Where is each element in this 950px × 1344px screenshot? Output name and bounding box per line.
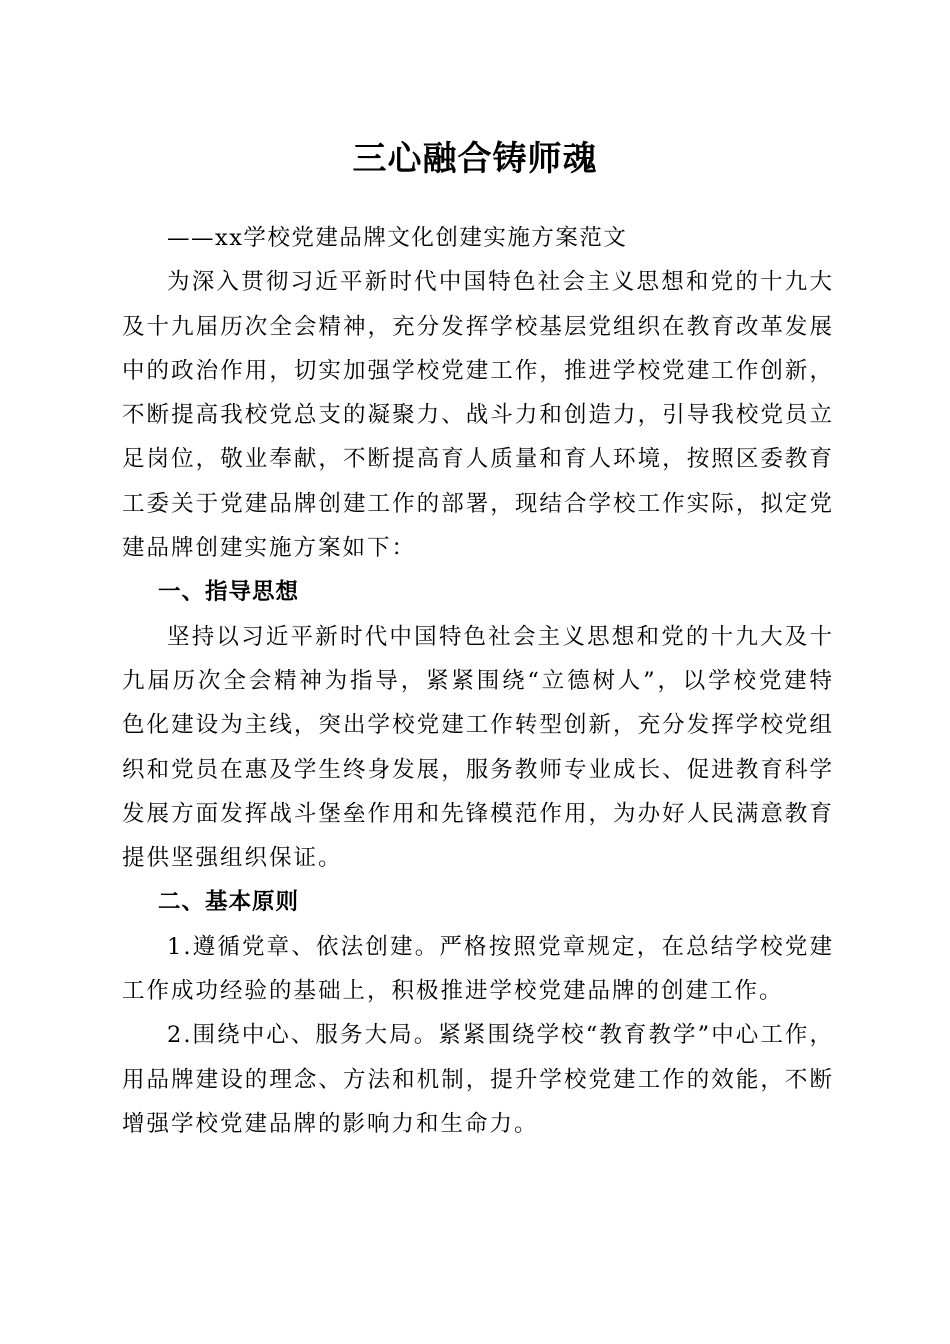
- section-heading-basic-principles: 二、基本原则: [158, 889, 300, 916]
- document-title: 三心融合铸师魂: [352, 139, 598, 179]
- intro-paragraph: 为深入贯彻习近平新时代中国特色社会主义思想和党的十九大及十九届历次全会精神，充分发挥学校基层党组织在教育改革发展中的政治作用，切实加强学校党建工作，推进学校党建工作创新，不断提高我校党总支的凝聚力、战斗力和创造力，引导我校党员立足岗位，敬业奉献，不断提高育人质量和育人环境，按照区委教育工委关于党建品牌创建工作的部署，现结合学校工作实际，拟定党建品牌创建实施方案如下：: [122, 269, 834, 562]
- section-heading-guiding-ideology: 一、指导思想: [158, 579, 300, 606]
- section-paragraph: 1.遵循党章、依法创建。严格按照党章规定，在总结学校党建工作成功经验的基础上，积极推进学校党建品牌的创建工作。: [122, 933, 834, 1005]
- section-paragraph: 坚持以习近平新时代中国特色社会主义思想和党的十九大及十九届历次全会精神为指导，紧紧围绕“立德树人”，以学校党建特色化建设为主线，突出学校党建工作转型创新，充分发挥学校党组织和党员在惠及学生终身发展，服务教师专业成长、促进教育科学发展方面发挥战斗堡垒作用和先锋模范作用，为办好人民满意教育提供坚强组织保证。: [122, 623, 834, 872]
- document-subtitle: ——xx学校党建品牌文化创建实施方案范文: [167, 225, 628, 251]
- document-body: [122, 216, 834, 1146]
- section-paragraph: 2.围绕中心、服务大局。紧紧围绕学校“教育教学”中心工作，用品牌建设的理念、方法和机制，提升学校党建工作的效能，不断增强学校党建品牌的影响力和生命力。: [122, 1022, 834, 1137]
